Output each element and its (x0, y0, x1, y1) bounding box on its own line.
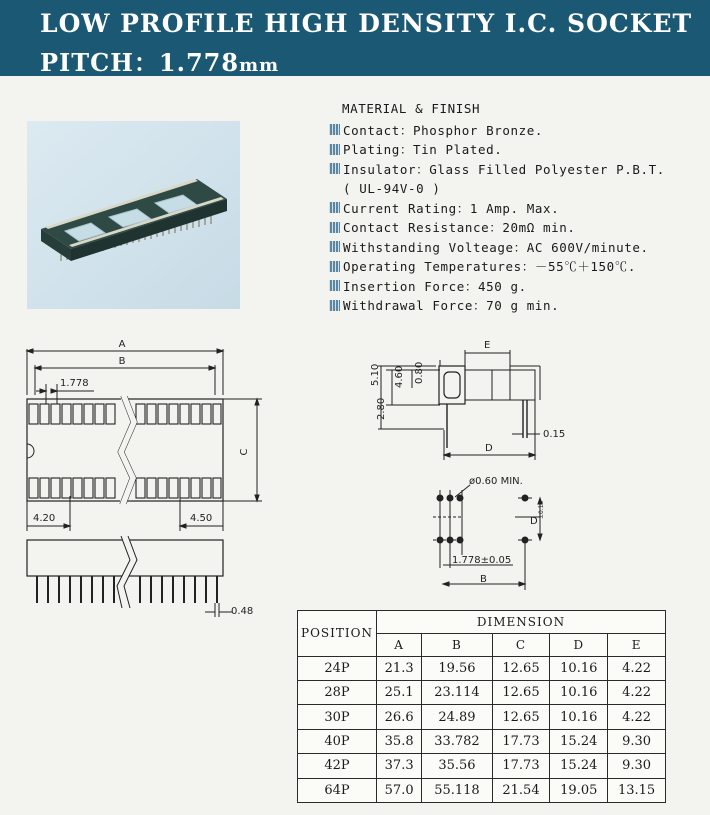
spec-item-text: Insertion Force：450 g. (343, 278, 527, 294)
dim-cell: 9.30 (608, 729, 666, 753)
dim-cell: 12.65 (492, 681, 550, 705)
spec-item-continuation: ( UL-94V-0 ) (343, 180, 441, 196)
spec-item-text: Withdrawal Force：70 g min. (343, 298, 560, 314)
footprint-view (433, 485, 542, 590)
table-row (298, 656, 666, 680)
position-cell: 28P (298, 681, 377, 705)
dim-cell: 55.118 (422, 778, 492, 802)
dim-cell: 4.22 (608, 656, 666, 680)
footprint-d-tolerance: ±0.10 (538, 500, 545, 519)
dim-cell: 17.73 (492, 754, 550, 778)
column-header: C (492, 633, 550, 656)
dim-d-label: D (485, 443, 493, 454)
column-header: B (422, 633, 492, 656)
dim-015-label: 0.15 (543, 429, 566, 440)
position-cell: 40P (298, 729, 377, 753)
dim-cell: 9.30 (608, 754, 666, 778)
dimension-header: DIMENSION (377, 611, 666, 634)
dim-pin-width-label: 0.48 (231, 606, 254, 617)
dim-cell: 23.114 (422, 681, 492, 705)
dim-a-label: A (118, 339, 126, 350)
dim-cell: 13.15 (608, 778, 666, 802)
dim-b-label: B (118, 356, 126, 367)
dim-cell: 10.16 (550, 705, 608, 729)
table-row (298, 778, 666, 802)
dim-cell: 10.16 (550, 656, 608, 680)
table-row (298, 681, 666, 705)
footprint-b-label: B (480, 574, 487, 585)
dim-pitch-label: 1.778 (60, 378, 89, 389)
front-view (27, 536, 232, 617)
position-cell: 64P (298, 778, 377, 802)
dim-cell: 25.1 (377, 681, 422, 705)
dim-cell: 24.89 (422, 705, 492, 729)
dim-right-offset-label: 4.50 (190, 513, 213, 524)
page-title: LOW PROFILE HIGH DENSITY I.C. SOCKET (40, 9, 693, 38)
spec-item-text: Plating：Tin Plated. (343, 142, 503, 158)
dim-cell: 15.24 (550, 754, 608, 778)
top-view (27, 349, 262, 531)
table-row (298, 705, 666, 729)
spec-item-text: Operating Temperatures：－55℃＋150℃. (343, 259, 637, 275)
hole-diameter-label: ø0.60 MIN. (469, 476, 523, 487)
spec-item-text: Withstanding Volteage：AC 600V/minute. (343, 239, 649, 255)
column-header: A (377, 633, 422, 656)
dim-c-label: C (239, 448, 250, 456)
table-header-row (298, 611, 666, 634)
dim-cell: 21.54 (492, 778, 550, 802)
dim-cell: 19.56 (422, 656, 492, 680)
spec-item-text: Insulator：Glass Filled Polyester P.B.T. (343, 161, 665, 177)
dim-510-label: 5.10 (370, 363, 381, 386)
position-cell: 42P (298, 754, 377, 778)
dim-cell: 4.22 (608, 705, 666, 729)
pitch-title-text: PITCH：1.778 (40, 48, 240, 77)
dim-280-label: 2.80 (376, 397, 387, 420)
spec-item-text: Current Rating：1 Amp. Max. (343, 200, 560, 216)
dim-cell: 12.65 (492, 705, 550, 729)
dim-cell: 17.73 (492, 729, 550, 753)
dim-cell: 57.0 (377, 778, 422, 802)
spec-item-text: Contact：Phosphor Bronze. (343, 122, 543, 138)
dim-cell: 35.56 (422, 754, 492, 778)
dim-left-offset-label: 4.20 (33, 513, 56, 524)
position-header: POSITION (298, 611, 377, 657)
dimension-table (297, 610, 666, 803)
pitch-unit: mm (239, 55, 280, 76)
dim-460-label: 4.60 (394, 365, 405, 388)
dim-cell: 21.3 (377, 656, 422, 680)
table-row (298, 754, 666, 778)
dim-cell: 33.782 (422, 729, 492, 753)
dim-cell: 37.3 (377, 754, 422, 778)
column-header: E (608, 633, 666, 656)
footprint-d-label: D (530, 516, 538, 527)
dim-cell: 4.22 (608, 681, 666, 705)
dim-cell: 35.8 (377, 729, 422, 753)
dim-e-label: E (484, 340, 491, 351)
dim-cell: 19.05 (550, 778, 608, 802)
column-header: D (550, 633, 608, 656)
spec-item-text: Contact Resistance：20mΩ min. (343, 220, 576, 236)
dim-cell: 10.16 (550, 681, 608, 705)
dim-cell: 15.24 (550, 729, 608, 753)
table-row (298, 729, 666, 753)
dim-080-label: 0.80 (414, 361, 425, 384)
position-cell: 30P (298, 705, 377, 729)
position-cell: 24P (298, 656, 377, 680)
material-finish-heading: MATERIAL & FINISH (342, 101, 481, 116)
dim-cell: 26.6 (377, 705, 422, 729)
footprint-pitch-label: 1.778±0.05 (452, 555, 512, 566)
dim-cell: 12.65 (492, 656, 550, 680)
